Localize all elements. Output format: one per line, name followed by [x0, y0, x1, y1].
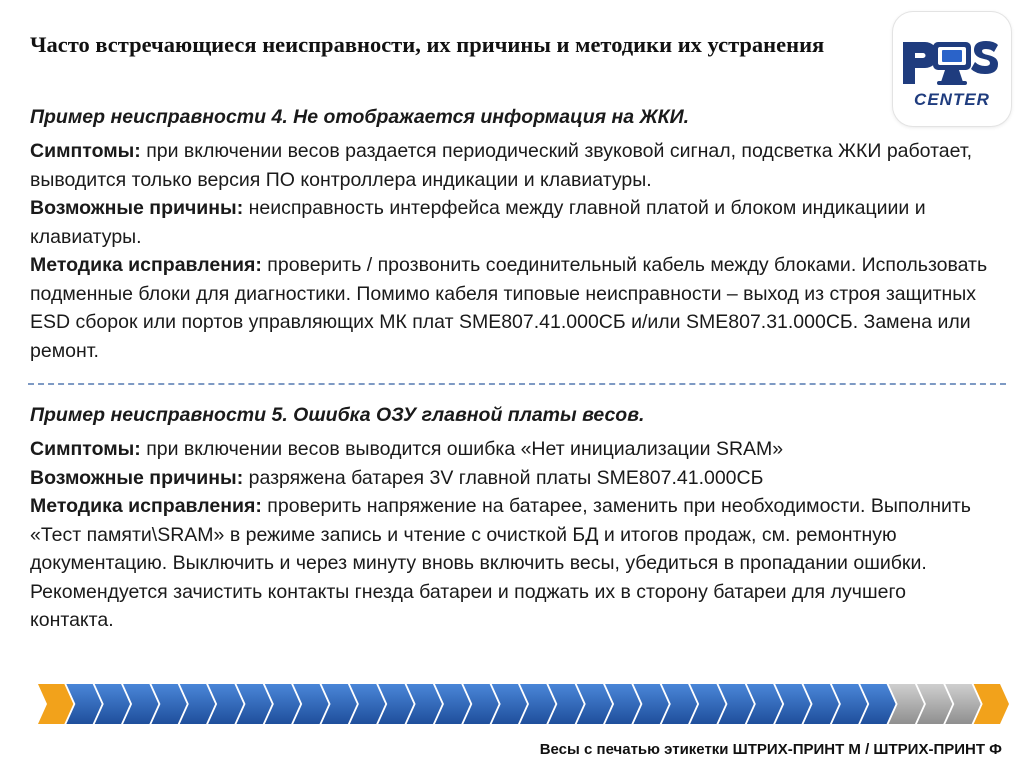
example-5-method-label: Методика исправления:	[30, 495, 262, 517]
example-4-heading: Пример неисправности 4. Не отображается информация на ЖКИ.	[30, 106, 690, 128]
section-divider	[28, 383, 1006, 385]
example-5-symptoms-text: при включении весов выводится ошибка «Нет инициализации SRAM»	[140, 438, 784, 460]
example-4-causes-label: Возможные причины:	[30, 197, 244, 219]
example-5-symptoms-label: Симптомы:	[30, 438, 141, 460]
example-4-symptoms-label: Симптомы:	[30, 140, 141, 162]
footer-chevron-band	[0, 682, 1024, 730]
pos-center-logo-graphic	[893, 12, 1011, 126]
example-4-symptoms-text: при включении весов раздается периодический звуковой сигнал, подсветка ЖКИ работает, выводится только версия ПО контроллера индикации и клавиатуры.	[30, 140, 973, 191]
example-4-method-text: проверить / прозвонить соединительный кабель между блоками. Использовать подменные блоки для диагностики. Помимо кабеля типовые неисправности – выход из строя защитных ESD сборок или портов управляющих МК плат SME807.41.000СБ и/или SME807.31.000СБ. Замена или ремонт.	[30, 254, 988, 362]
example-5-heading: Пример неисправности 5. Ошибка ОЗУ главной платы весов.	[30, 404, 645, 426]
logo-word-center: CENTER	[914, 90, 990, 109]
example-4-body	[30, 137, 990, 365]
example-5-causes-text: разряжена батарея 3V главной платы SME807.41.000СБ	[243, 466, 764, 489]
example-5-method-text: проверить напряжение на батарее, заменить при необходимости. Выполнить «Тест памяти\SRAM» в режиме запись и чтение с очисткой БД и итогов продаж, см. ремонтную документацию. Выключить и через минуту вновь включить весы, убедиться в пропадании ошибки. Рекомендуется зачистить контакты гнезда батареи и поджать их в сторону батареи для лучшего контакта.	[30, 495, 971, 631]
example-5-body	[30, 435, 990, 635]
example-5-causes-label: Возможные причины:	[30, 466, 244, 489]
footer-caption: Весы с печатью этикетки ШТРИХ-ПРИНТ М / ШТРИХ-ПРИНТ Ф	[539, 741, 1002, 758]
footer-chevron	[38, 684, 73, 724]
pos-center-logo	[893, 12, 1011, 126]
example-4-causes-text: неисправность интерфейса между главной платой и блоком индикациии и клавиатуры.	[30, 197, 926, 248]
slide-title: Часто встречающиеся неисправности, их причины и методики их устранения	[30, 32, 825, 57]
example-4-method-label: Методика исправления:	[30, 254, 262, 276]
